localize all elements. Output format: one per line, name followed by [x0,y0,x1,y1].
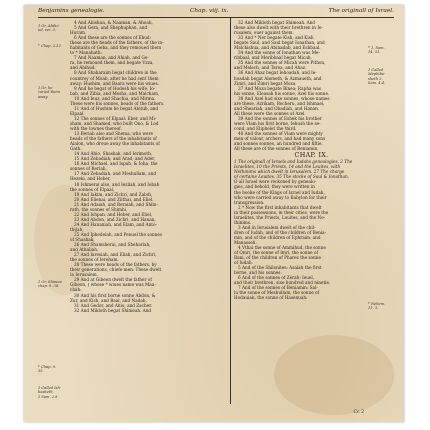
text-line: 27 And Iaresiah, and Eliah, and Zichri, [74,252,157,258]
text-line: 33 And * Ner begate Kish, and Kish [238,35,314,41]
text-line: rath, the sonnes of Shimhi, [70,206,128,212]
margin-note: 2 Sam. 2.8. [38,394,59,399]
text-line: Zimri, and Zimri begat Moza. [234,80,297,86]
text-line: 29 And at Gibeon dwelt the father of [74,277,152,283]
text-line: of Iudah. [234,260,253,266]
header-left: Benjamins genealogie. [38,8,105,14]
text-line: 8 And Shaharaim begat children in the [74,70,157,76]
text-line: in their possessions, in their cities, were the [234,209,329,215]
text-line: the sonnes of Elpaal, [70,186,115,192]
text-line: are these, Azrikam, Bocheru, and Ishmael, [234,100,325,106]
text-line: his sonne, Eleasah his sonne, Azel his sonne. [234,90,330,96]
text-line: 11 And of Hushim he begat Abitub, and [74,105,159,111]
left-margin-notes [38,20,66,404]
text-line: 4 Vthai the sonne of Ammihud, the sonne [238,245,326,251]
text-line: 2 * Now the first inhabitants that dwelt [238,204,322,210]
text-line: 23 And Abdon, and Zichri, and Hanan, [74,216,156,222]
chapter-8-continuation [234,20,389,151]
text-line: of Shashak, [70,237,95,243]
running-header [38,8,394,17]
text-line: Aialon, who droue away the inhabitants of [70,141,160,147]
margin-note: away. [38,94,49,99]
text-line: 32 And Mikloth begat Shimeah. And [74,307,152,313]
text-line: and Sheariah, and Obadiah, and Hanan. [234,105,320,111]
text-line: 4 And Abishua, & Naaman, & Ahoah, [74,20,153,25]
text-line: gies, and behold, they were written in [234,184,315,190]
text-line: of Omri, the sonne of Imri, the sonne of [234,250,319,256]
left-text-column [70,20,225,404]
text-line: thinims. [234,219,252,225]
text-line: 37 And Moza begate Binea; Rapha was [238,85,322,91]
text-line: these are the heads of the fathers, of the in- [70,40,164,46]
text-line: Malchishua, and Abinadab, and Eshbaal. [234,45,321,51]
text-line: 15 And Zebadiah, and Arad, and Ader, [74,156,156,162]
column-divider [230,18,231,404]
text-line: thijah, [70,226,84,232]
text-line: 7 And Naaman, and Ahiah, and Ge- [74,55,149,61]
text-line: 25 And Iphedeiah, and Penuel the sonnes [74,231,162,237]
text-line: sham, and Shamed, who built Ono, & Lod [70,120,159,126]
text-line: 35 And the sonnes of Micah were Pithon, [238,60,326,66]
margin-note: 35. [38,369,44,374]
text-line: These were his sonnes, heads of the fathers. [70,100,165,106]
text-line: and Ahihud. [70,65,96,71]
margin-note: sheth 2. [368,76,383,81]
text-line: Huram. [70,30,87,36]
text-line: 3 And in Ierusalem dwelt of the chil- [238,224,316,230]
text-line: transgression. [234,199,265,205]
text-line: 28 These were heads of the fathers, by [74,262,157,268]
margin-note: 1 Or, Shimea [38,280,62,284]
header-rule [38,17,394,18]
header-center: Chap. viij. ix. [190,8,229,14]
text-line: habitants of Geba, and they remoued them [70,45,162,51]
text-line: 17 And Zebadiah, and Meshullam, and [74,171,157,177]
text-line: and their brethren, sixe hundred and ninetie. [234,280,331,286]
margin-note: chap. 9. 38. [38,284,60,289]
chapter-9-text [234,179,389,300]
text-line: were Vlam his first borne, Iehush the se- [234,120,321,126]
text-line: Zur, and Kish, and Baal, and Nadab, [70,297,147,303]
text-line: Gath. [70,146,82,152]
text-line: sonnes of Beriah, [70,166,107,172]
text-line: ra, he remoued them, and begate Vzza, [70,60,154,66]
text-line: Manasseh. [234,239,257,245]
summary-line: 1 The originall of Israels and Iudahs genealogies. 2 The [234,159,353,165]
text-line: 21 And Adaiah, and Beraiah, and Shim- [74,201,158,207]
margin-note: 1 Called Ish- [38,386,61,390]
text-line: Hodauiah, the sonne of Hasenuah: [234,295,308,301]
margin-note: bosheth, [38,390,54,395]
margin-note: 14. 51. [368,50,381,55]
chapter-heading: CHAP. IX. [294,151,329,160]
text-line: Elpaal. [70,110,85,116]
text-line: and sonnes sonnes, an hundred and fiftie. [234,141,323,147]
text-line: and Melech, and Tarea, and Ahaz. [234,65,307,71]
text-line: 13 Beriah also and Shema, who were [74,131,153,137]
text-line: 10 And Ieuz, and Shachia, and Mirma. [74,95,156,101]
margin-note: Mephibo- [368,72,386,77]
margin-note: 11. 3. [368,306,379,311]
text-line: 16 And Michael, and Ispah, & Ioha, the [74,161,158,167]
text-line: 5 And Gera, and Shephuphan, and [74,25,148,31]
text-line: 26 And Shamsherai, and Shehariah, [74,242,151,248]
text-line: 6 And these are the sonnes of Ehud: [74,35,152,41]
text-line: rusalem, ouer against them. [234,30,294,36]
text-line: 30 And his first borne sonne Abdon, & [74,292,156,298]
text-line: and Athaliah, [70,247,99,253]
text-line: 7 And of the sonnes of Beniamin: Sal- [238,285,318,291]
text-line: dren of Iudah, and of the children of Benia- [234,229,327,235]
text-line: begate Saul, and Saul begat Ionathan, and [234,40,325,46]
text-line: 20 And Elienai, and Zilthai, and Eliel, [74,196,154,202]
text-line: who were carried away to Babylon for their [234,194,327,200]
margin-note: ud, ver. 3. [38,28,57,33]
text-line: Bani, of the children of Pharez the sonne [234,255,321,261]
text-line: 32 And Mikloth begat Shimeah. And [238,20,316,25]
text-line: 31 And Gedor, and Ahio, and Zacher. [74,302,153,308]
text-line: 34 And the sonne of Ionathan was Me- [238,50,320,56]
text-line: 9 And he begat of Hodesh his wife, Io- [74,85,156,91]
text-line: bab, and Zibia, and Mesha, and Malcham, [70,90,160,96]
margin-note: 1 Called [368,68,384,72]
text-line: these also dwelt with their brethren in Ie- [234,25,323,31]
text-line: 22 And Ishpan, and Heber, and Eliel, [74,211,153,217]
text-line: men of valour, archers, and had many sons [234,136,326,142]
margin-note: Sam. 4.4. [368,81,386,86]
header-right: The originall of Israel. [328,8,394,14]
margin-note: * Nehem. [368,302,386,306]
margin-note: * 1. Sam. [368,46,385,50]
text-line: their generations, chiefe men: These dwelt [70,267,162,273]
text-line: Gibeon, ( whose * wiues name was Maa- [70,282,156,288]
chapter-summary [234,159,389,179]
margin-note: 1 Or, Abiho- [38,24,60,28]
text-line: 39 And the sonnes of Eshek his brother [238,115,322,121]
text-line: 14 And Ahio, Shashak, and Ierimoth, [74,151,153,157]
text-line: min, and of the children of Ephraim, and [234,234,321,240]
text-line: 36 And Ahaz begat Iehoadah, and Ie- [238,70,317,76]
text-line: 24 And Hananiah, and Elam, and Anto- [74,221,157,227]
text-line: borne, and his sonnes. [234,270,282,276]
text-line: 18 Ishmerai also, and Iezliah, and Iobab [74,181,160,187]
page-signature: Cc 2 [353,410,364,415]
text-line: the sonnes of Ieroham. [70,257,119,263]
text-line: 38 And Azel had sixe sonnes, whose names [238,95,330,101]
margin-note: * Chap. 2.52. [38,44,62,48]
text-line: 6 And of the sonnes of Zerah: Ieuel, [238,275,315,281]
summary-line: Nethinims which dwelt in Ierusalem. 27 The charge [234,169,345,175]
text-line: away: Hushim, and Baara were his wiues. [70,80,159,86]
text-line: Israelites, the Priests, Leuites, and the Ne- [234,214,326,220]
text-line: 19 And Iakim, and Zichri, and Zabdi, [74,191,153,197]
text-line: lu the sonne of Meshullam, the sonne of [234,290,320,296]
text-line: ribbaal, and Meribbaal begat Micah. [234,55,312,61]
text-line: chah: [70,287,82,293]
text-line: 40 And the sonnes of Vlam were mighty [238,131,323,137]
text-line: cond, and Eliphelet the third. [234,125,297,131]
text-line: with the townes thereof. [70,125,122,131]
text-line: All these were the sonnes of Azel. [234,110,306,116]
summary-line: Israelites, 10 the Priests, 14 and the Leuites, with [234,164,341,170]
margin-note: 1 Or, he [38,86,53,90]
text-line: O all Israel were reckoned by genealo- [234,179,317,185]
text-line: hoadah begat Alemeth, & Azmaueth, and [234,75,322,81]
text-line: Hezeki, and Heber, [70,176,111,182]
text-line: 5 And of the Shilonites: Asaiah the first [238,265,322,271]
text-line: heads of the fathers of the inhabitants of [70,136,157,142]
text-line: 12 The sonnes of Elpaal: Eber, and Mi- [74,115,157,121]
margin-note: * Chap. 9. [38,365,57,369]
text-line: in Ierusalem. [70,272,98,278]
bible-page [24,5,404,422]
right-text-column [234,20,389,404]
margin-note: caried them [38,90,60,95]
summary-line: of certaine Leuites. 35 The stocke of Saul & Ionathan. [234,174,349,180]
text-line: the booke of the Kings of Israel and Iudah, [234,189,325,195]
text-line: All these are of the sonnes of Beniamin. [234,146,319,152]
text-line: countrey of Moab, after he had sent them [70,75,159,81]
text-line: to * Manahath: [70,50,102,56]
